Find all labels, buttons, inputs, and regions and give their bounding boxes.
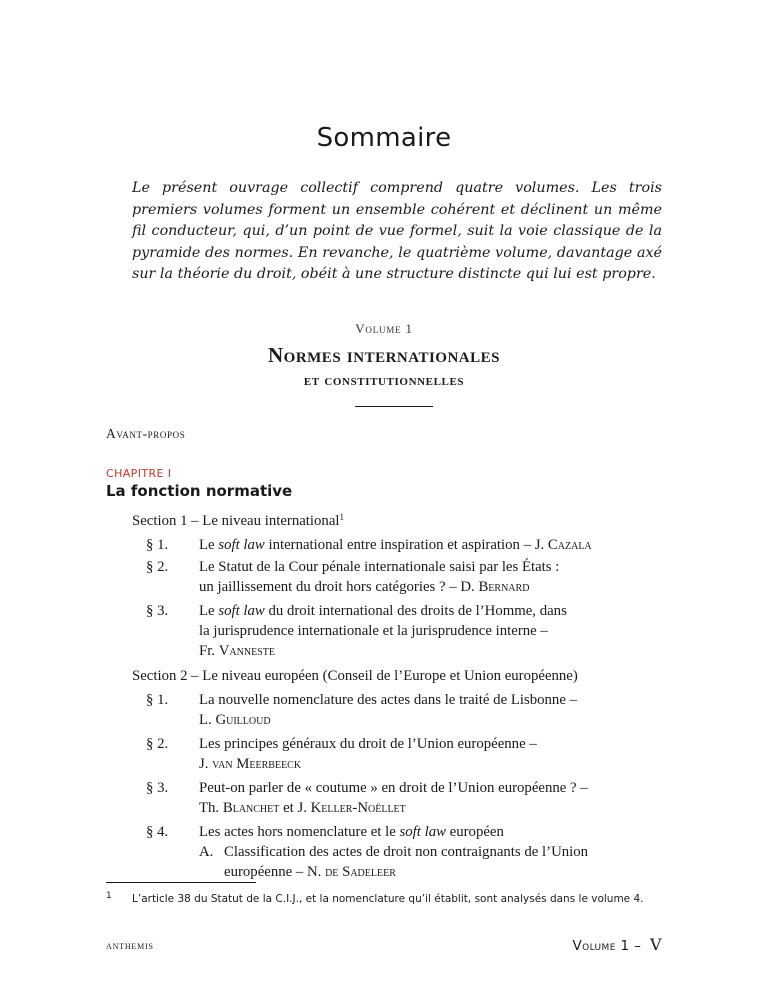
section2-item3-number: § 3.: [146, 780, 169, 796]
section1-title[interactable]: Section 1 – Le niveau international$^1$: [132, 512, 345, 529]
toc-subentry[interactable]: Classification des actes de droit non contraignants de l’Union: [224, 844, 589, 860]
section1-item1-number: § 1.: [146, 537, 169, 553]
page-number: V: [650, 935, 662, 954]
avant-propos-entry[interactable]: Avant-propos: [106, 426, 186, 441]
toc-entry[interactable]: Les principes généraux du droit de l’Union européenne –: [199, 736, 537, 752]
toc-entry[interactable]: Le Statut de la Cour pénale internationale saisi par les États :: [199, 559, 560, 575]
footnote-text: L’article 38 du Statut de la C.I.J., et la nomenclature qu’il établit, sont analysés dans le volume 4.: [132, 893, 644, 905]
author-name: Guilloud: [215, 712, 271, 728]
footnote-mark: 1: [106, 891, 112, 901]
toc-entry-cont[interactable]: Fr. Vanneste: [199, 643, 275, 659]
toc-entry-cont[interactable]: J. van Meerbeeck: [199, 756, 302, 772]
chapter-title[interactable]: La fonction normative: [106, 482, 293, 500]
subitem-letter: A.: [199, 844, 214, 860]
footnote-ref[interactable]: 1: [339, 512, 345, 522]
footnote-divider: [106, 882, 256, 883]
title-divider: [355, 406, 433, 407]
volume-title-line1: Normes internationales: [267, 343, 500, 367]
toc-entry[interactable]: Le soft law international entre inspiration et aspiration – J. Cazala: [199, 537, 592, 553]
volume-title-line2: et constitutionnelles: [303, 372, 465, 389]
author-name: Vanneste: [218, 643, 275, 659]
section2-item2-number: § 2.: [146, 736, 169, 752]
section2-item1-number: § 1.: [146, 692, 169, 708]
chapter-label: CHAPITRE I: [106, 467, 172, 480]
toc-entry-cont[interactable]: L. Guilloud: [199, 712, 271, 728]
page-title: Sommaire: [316, 123, 452, 154]
page-footer: [572, 935, 662, 954]
toc-subentry-cont[interactable]: européenne – N. de Sadeleer: [224, 864, 396, 880]
section2-item4-number: § 4.: [146, 824, 169, 840]
section1-item2-number: § 2.: [146, 559, 169, 575]
toc-entry-cont[interactable]: Th. Blanchet et J. Keller-Noëllet: [199, 800, 406, 816]
toc-entry[interactable]: Les actes hors nomenclature et le soft law européen: [199, 824, 504, 840]
intro-paragraph: Le présent ouvrage collectif comprend quatre volumes. Les trois premiers volumes forment un ensemble cohérent et déclinent un même fil conducteur, qui, d’un point de vue formel, suit la voie classique de la pyramide des normes. En revanche, le quatrième volume, davantage axé sur la théorie du droit, obéit à une structure distincte qui lui est propre.: [132, 180, 662, 283]
toc-entry[interactable]: Le soft law du droit international des droits de l’Homme, dans: [199, 603, 567, 619]
section1-item3-number: § 3.: [146, 603, 169, 619]
toc-entry[interactable]: La nouvelle nomenclature des actes dans le traité de Lisbonne –: [199, 692, 577, 708]
author-name: de Sadeleer: [325, 864, 396, 880]
author-name: van Meerbeeck: [212, 756, 302, 772]
footer-volume: Volume 1: [572, 938, 630, 954]
toc-entry[interactable]: Peut-on parler de « coutume » en droit de l’Union européenne ? –: [199, 780, 588, 796]
author-name: Bernard: [478, 579, 530, 595]
volume-label: Volume 1: [355, 321, 413, 336]
section2-title[interactable]: Section 2 – Le niveau européen (Conseil de l’Europe et Union européenne): [132, 668, 578, 684]
footer-separator: –: [634, 938, 642, 954]
toc-entry-cont[interactable]: la jurisprudence internationale et la jurisprudence interne –: [199, 623, 548, 639]
publisher-name: anthemis: [106, 938, 154, 952]
author-name: Blanchet: [222, 800, 280, 816]
author-name: Keller-Noëllet: [310, 800, 406, 816]
author-name: Cazala: [547, 537, 592, 553]
toc-entry-cont[interactable]: un jaillissement du droit hors catégories ? – D. Bernard: [199, 579, 530, 595]
